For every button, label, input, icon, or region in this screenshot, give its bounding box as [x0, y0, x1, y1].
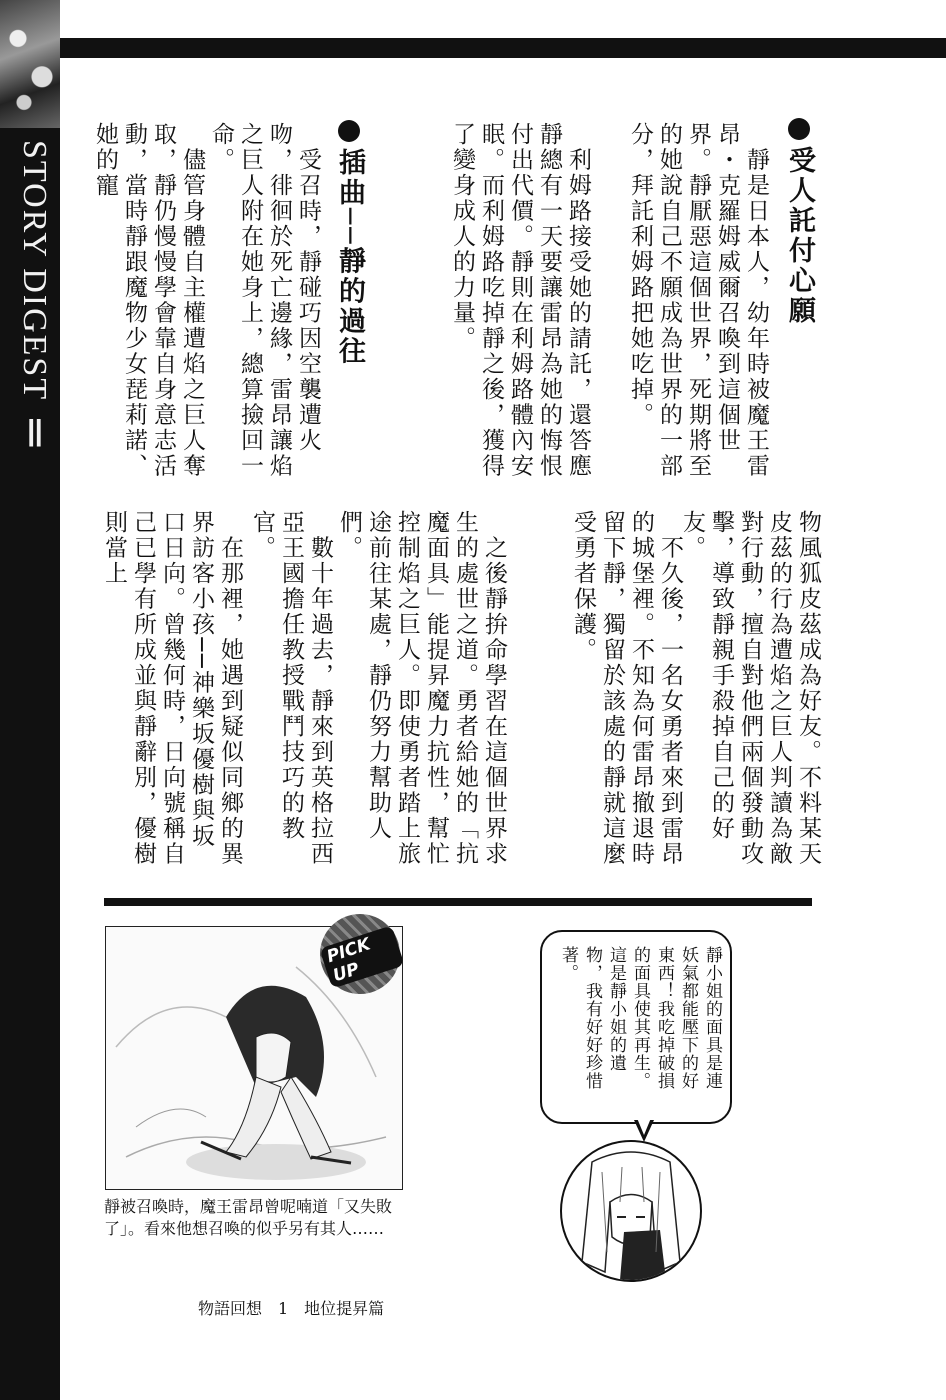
character-portrait-icon: [562, 1142, 700, 1280]
lower-paragraph-1: 物風狐皮茲成為好友。不料某天皮茲的行為遭焰之巨人判讀為敵對行動，擅自對他們兩個發動攻擊，導致靜親手殺掉自己的好友。: [679, 510, 821, 867]
spine-title: [12, 140, 56, 458]
spine-title-text: STORY DIGEST: [16, 140, 53, 402]
section1-paragraph-1: 靜是日本人，幼年時被魔王雷昂・克羅姆威爾召喚到這個世界。靜厭惡這個世界，死期將至的她說自己不願成為世界的一部分，拜託利姆路把她吃掉。: [627, 122, 769, 479]
section2-heading-text: 插曲──靜的過往: [334, 148, 365, 367]
section1-heading: [780, 118, 819, 326]
top-bar: [60, 38, 946, 58]
spine-volume: Ⅱ: [13, 411, 55, 458]
spine-illustration: [0, 0, 60, 128]
speech-bubble-text: 靜小姐的面具是連妖氣都能壓下的好東西！我吃掉破損的面具使其再生。這是靜小姐的遺物，我有好好珍惜著。: [558, 946, 722, 1090]
bullet-icon: [338, 120, 360, 142]
section1-paragraph-2: 利姆路接受她的請託，還答應靜總有一天要讓雷昂為她的悔恨付出代價。靜則在利姆路體內安眠。而利姆路吃掉靜之後，獲得了變身成人的力量。: [449, 122, 591, 479]
rimuru-portrait: [560, 1140, 702, 1282]
lower-paragraph-2: 不久後，一名女勇者來到雷昂的城堡裡。不知為何雷昂撤退時留下靜，獨留於該處的靜就這麼受勇者保護。: [570, 510, 683, 867]
lower-paragraph-4: 數十年過去，靜來到英格拉西亞王國擔任教授戰鬥技巧的教官。: [249, 510, 333, 867]
illustration-caption: 靜被召喚時，魔王雷昂曾呢喃道「又失敗了」。看來他想召喚的似乎另有其人……: [104, 1197, 393, 1238]
section2-paragraph-2: 儘管身體自主權遭焰之巨人奪取，靜仍慢慢學會靠自身意志活動，當時靜跟魔物少女琵莉諾、她的寵: [92, 122, 205, 479]
pickup-badge: [320, 914, 400, 994]
bullet-icon: [788, 118, 810, 140]
lower-paragraph-3: 之後靜拚命學習在這個世界求生的處世之道。勇者給她的「抗魔面具」能提昇魔力抗性，幫忙控制焰之巨人。即使勇者踏上旅途前往某處，靜仍努力幫助人們。: [336, 510, 507, 867]
speech-bubble-tail-inner: [637, 1118, 651, 1135]
page-footer: 物語回想 1 地位提昇篇: [198, 1299, 385, 1318]
section2-heading: [330, 120, 369, 367]
pickup-badge-text: PICK UP: [319, 925, 404, 988]
section2-paragraph-1: 受召時，靜碰巧因空襲遭火吻，徘徊於死亡邊緣，雷昂讓焰之巨人附在她身上，總算撿回一命。: [208, 122, 321, 479]
lower-paragraph-5: 在那裡，她遇到疑似同鄉的異界訪客小孩──神樂坂優樹與坂口日向。曾幾何時，日向號稱自己已學有所成並與靜辭別，優樹則當上: [101, 510, 243, 867]
divider-bar: [104, 898, 812, 906]
section1-heading-text: 受人託付心願: [784, 146, 815, 326]
